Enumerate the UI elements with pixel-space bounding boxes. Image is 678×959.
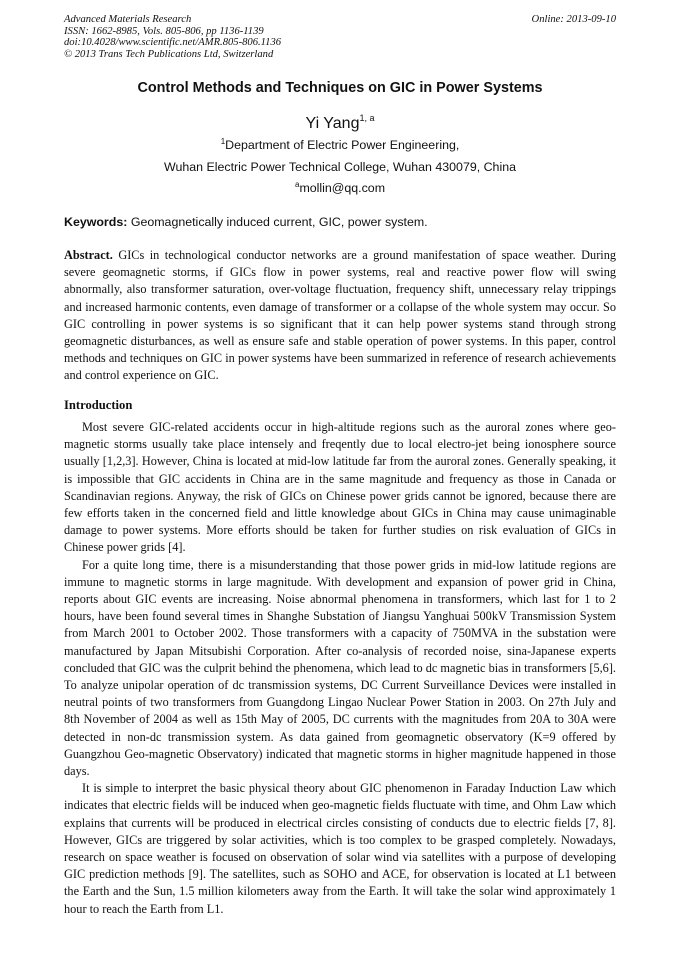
keywords-label: Keywords:	[64, 215, 128, 229]
affiliation-college: Wuhan Electric Power Technical College, Wuhan 430079, China	[164, 160, 516, 174]
abstract-paragraph	[64, 247, 616, 385]
author-email: mollin@qq.com	[299, 181, 386, 195]
journal-doi: doi:10.4028/www.scientific.net/AMR.805-806.1136	[64, 37, 282, 49]
abstract-text: GICs in technological conductor networks are a ground manifestation of space weather. During severe geomagnetic storms, if GICs flow in power systems, real and reactive power flow will swing abnormally, also transformer saturation, over-voltage fluctuation, frequency shift, unnecessary relay trippings and increased harmonic contents, even damage of transformer or a collapse of the whole system may occur. So GIC controlling in power systems is so significant that it can help power systems stand through strong geomagnetic disturbances, as well as ensure safe and stable operation of power systems. In this paper, control methods and techniques on GIC in power systems have been summarized in reference of research achievements and control experience on GIC.	[64, 248, 617, 383]
online-date: Online: 2013-09-10	[531, 14, 616, 25]
affiliation-line-2	[64, 160, 616, 174]
journal-copyright: © 2013 Trans Tech Publications Ltd, Switzerland	[64, 48, 274, 60]
affiliation-department: Department of Electric Power Engineering,	[225, 138, 460, 152]
keywords-line	[64, 215, 616, 229]
journal-header	[64, 14, 616, 60]
abstract-label: Abstract.	[64, 248, 113, 262]
author-name: Yi Yang	[305, 115, 360, 132]
journal-name: Advanced Materials Research	[64, 14, 192, 25]
journal-issn: ISSN: 1662-8985, Vols. 805-806, pp 1136-1139	[64, 25, 264, 37]
affiliation-email-line	[64, 180, 616, 195]
introduction-body	[64, 419, 616, 918]
author-line	[64, 113, 616, 133]
email-mark: a	[294, 180, 300, 189]
affiliation-line-1	[64, 137, 616, 152]
affiliation-mark-1: 1	[220, 137, 226, 146]
intro-paragraph: It is simple to interpret the basic physical theory about GIC phenomenon in Faraday Induction Law which indicates that electric fields will be induced when geo-magnetic fields fluctuate with time, and Ohm Law which explains that currents will be produced in electrical circles consisting of conducts due to electric fields [7, 8]. However, GICs are triggered by solar activities, which is too complex to be grasped completely. Nowadays, research on space weather is focused on observation of solar wind via satellites with a purpose of developing GIC prediction methods [9]. The satellites, such as SOHO and ACE, for observation is located at L1 between the Earth and the Sun, 1.5 million kilometers away from the Earth. It will take the solar wind approximately 1 hour to reach the Earth from L1.	[64, 781, 616, 916]
author-superscript: 1, a	[359, 113, 375, 123]
keywords-text: Geomagnetically induced current, GIC, power system.	[130, 215, 428, 229]
paper-title: Control Methods and Techniques on GIC in Power Systems	[137, 80, 543, 96]
intro-paragraph: For a quite long time, there is a misunderstanding that those power grids in mid-low latitude regions are immune to magnetic storms in large magnitude. With development and expansion of power grid in China, reports about GIC events are increasing. Noise abnormal phenomena in transformers, which last for 1 to 2 hours, have been found several times in Shanghe Substation of Jiangsu Yanghuai 500kV Transmission System from March 2001 to October 2002. Those transformers with a capacity of 750MVA in the substation were manufactured by Japan Mitsubishi Corporation. After co-analysis of recorded noise, sina-Japanese experts concluded that GIC was the culprit behind the phenomena, which lead to dc magnetic bias in transformers [5,6]. To analyze unipolar operation of dc transmission systems, DC Current Surveillance Devices were installed in neutral points of two transformers from Guangdong Lingao Nuclear Power Station in 2003. On 27th July and 8th November of 2004 as well as 15th May of 2005, DC currents with the magnitudes from 20A to 30A were detected in non-dc transmission system. As data gained from geomagnetic observatory (K=9 offered by Guangzhou Geo-magnetic Observatory) indicated that magnetic storms in higher magnitude happened in those days.	[64, 557, 616, 779]
intro-paragraph: Most severe GIC-related accidents occur in high-altitude regions such as the auroral zones where geo-magnetic storms usually take place intensely and freqently due to local electro-jet being ionosphere source usually [1,2,3]. However, China is located at mid-low latitude far from the auroral zones. Generally speaking, it is impossible that GIC accidents in China are in the same magnitude and frequency as those in Canada or Scandinavian regions. Anyway, the risk of GICs on Chinese power grids cannot be ignored, because there are few efforts taken in the concerned field and little knowledge about GICs in China may cause unimaginable damage to power systems. More efforts should be taken for further studies on risk evaluation of GICs in Chinese power grids [4].	[64, 420, 616, 555]
section-heading-introduction: Introduction	[64, 398, 133, 412]
